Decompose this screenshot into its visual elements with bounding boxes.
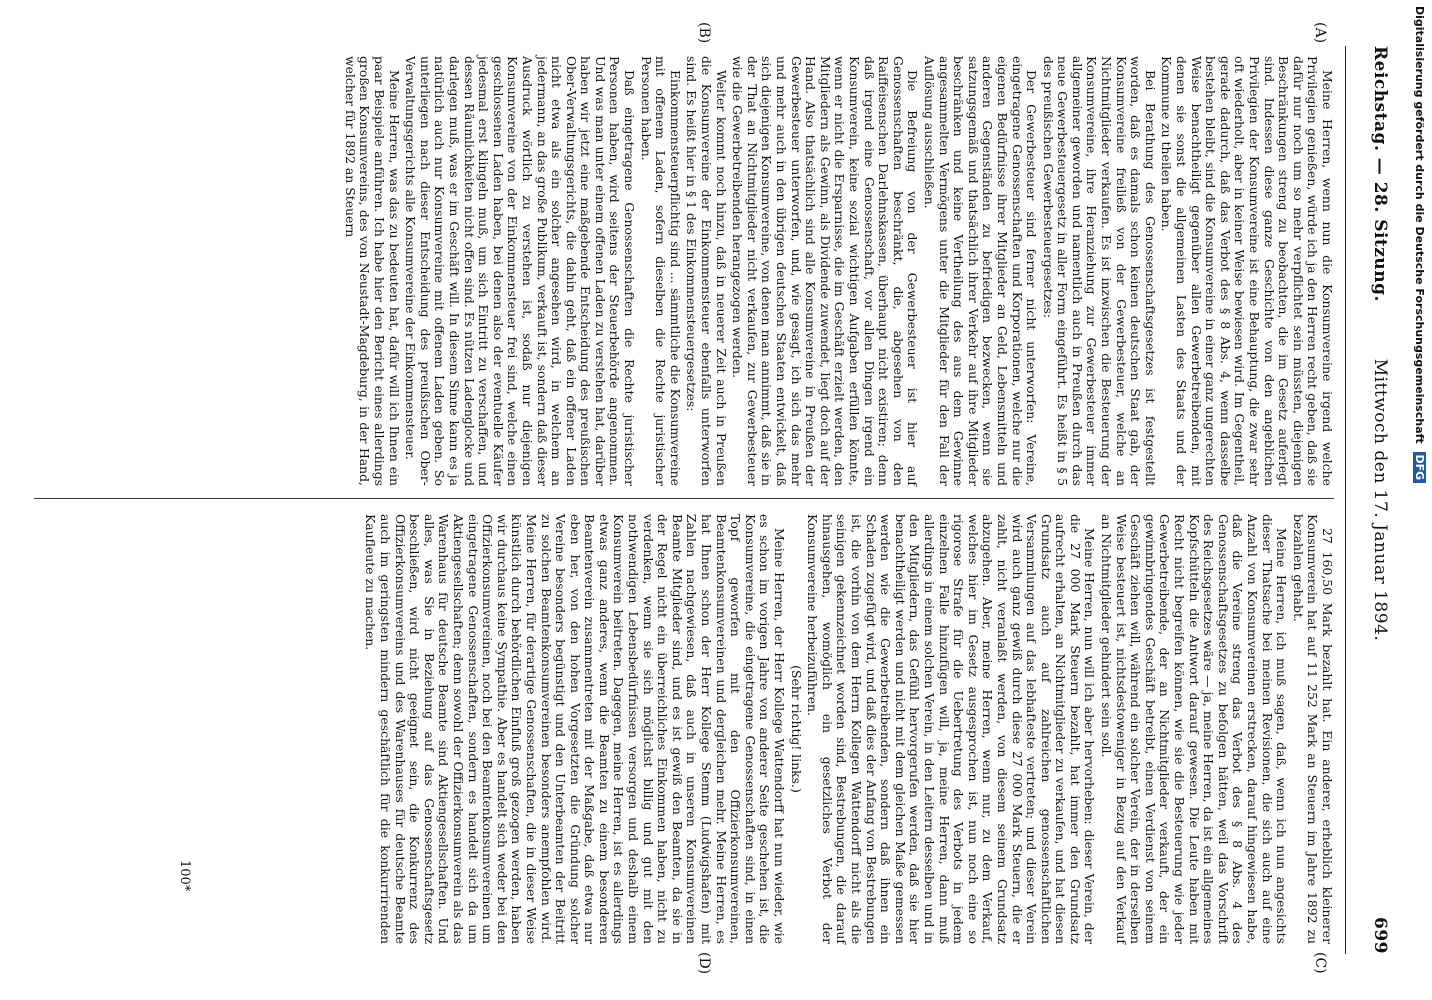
margin-mark-b: (B) xyxy=(696,22,712,44)
page-header xyxy=(1360,46,1394,954)
paragraph: 27 160,50 Mark bezahlt hat. Ein anderer, erheblich kleinerer Konsumverein hat auf 11 252 Mark an Steuern im Jahre 1892 zu bezahlen gehabt. xyxy=(1290,514,1335,944)
dfg-credit xyxy=(1408,6,1426,986)
page-number: 699 xyxy=(1370,917,1390,954)
left-column xyxy=(340,56,1334,486)
paragraph: Meine Herren, nun will ich aber hervorheben: dieser Verein, der die 27 000 Mark Steuern bezahlt, hat immer den Grundsatz aufrecht erhalten, an Nichtmitglieder zu verkaufen, und hat diesen Grundsatz auch auf zahlreichen genossenschaftlichen Versammlungen auf das lebhafteste vertreten; und dieser Verein wird auch ganz gewiß durch diese 27 000 Mark Steuern, die er zahlt, nicht veranlaßt werden, von diesem seinem Grundsatz abzugehen. Aber, meine Herren, wenn nur, zu dem Verkauf, welches hier im Gesetz ausgesprochen ist, nun noch eine so rigorose Strafe für die Uebertretung des Verbots in jedem einzelnen Falle hinzufügen will, ja, meine Herren, dann muß allerdings in einem solchen Verein, in den Leitern desselben und in den Mitgliedern, das Gefühl hervorgerufen werden, daß sie hier benachtheiligt werden und nicht mit dem gleichen Maße gemessen werden wie die Gewerbetreibenden, sondern daß ihnen ein Schaden zugefügt wird, und daß dies der Anfang von Bestrebungen ist, die vorhin von dem Herrn Kollegen Wattendorff nicht als die seinigen gekennzeichnet worden sind, Bestrebungen, die darauf hinausgehen, womöglich ein gesetzliches Verbot der Konsumvereine herbeizuführen. xyxy=(805,514,1098,944)
paragraph: Die Befreiung von der Gewerbesteuer ist hier auf Genossenschaften beschränkt, die, abgesehen von den Raiffeisenschen Darlehnskassen, überhaupt nicht existiren; denn daß irgend eine Genossenschaft, vor allen Dingen irgend ein Konsumverein, keine sozial wichtigen Aufgaben erfüllen könnte, wenn er nicht die Ersparnisse, die im Geschäft erzielt werden, den Mitgliedern als Gewinn, als Dividende zuwendet, liegt doch auf der Hand. Also thatsächlich sind alle Konsumvereine in Preußen der Gewerbesteuer unterworfen, und, wie gesagt, ich sich das mehr und mehr auch in den übrigen deutschen Staaten entwickelt, daß sich diejenigen Konsumvereine, von denen man annimmt, daß sie in der That an Nichtmitglieder nicht verkaufen, zur Gewerbesteuer wie die Gewerbetreibenden herangezogen werden. xyxy=(730,56,921,486)
paragraph: Meine Herren, ich muß sagen, daß, wenn ich nun angesichts dieser Thatsache bei meinen Revisionen, die sich auch auf eine Anzahl von Konsumvereinen erstrecken, darauf hingewiesen habe, daß die Vereine streng das Verbot des § 8 Abs. 4 des Genossenschaftsgesetzes zu befolgen hätten, weil das Vorschrift des Reichsgesetzes wäre — ja, meine Herren, da ist ein allgemeines Kopfschütteln die Antwort darauf gewesen. Die Leute haben mit Recht nicht begreifen können, wie sie die Besteuerung wie jeder Gewerbetreibende, der an Nichtmitglieder verkauft, der ein gewinnbringendes Geschäft betreibt, einen Verdienst von seinem Geschäft ziehen will, während ein solcher Verein, der in derselben Weise besteuert ist, nichtsdestoweniger in Bezug auf den Verkauf an Nichtmitglieder gehindert sein soll. xyxy=(1099,514,1290,944)
header-date: Mittwoch den 17. Januar 1894. xyxy=(1370,358,1390,642)
signature-mark: 100* xyxy=(177,860,192,892)
paragraph: Weiter kommt noch hinzu, daß in neuerer Zeit auch in Preußen die Konsumvereine der Einkommensteuer ebenfalls unterworfen sind. Es heißt hier in § 1 des Einkommensteuergesetzes: xyxy=(684,56,729,486)
paragraph: Meine Herren, wenn nun die Konsumvereine irgend welche Privilegien genießen, würde ich ja den Herren recht geben, daß sie dafür nur noch um so mehr verpflichtet sein müssten, diejenigen Beschränkungen streng zu beobachten, die im Gesetz auferlegt sind. Indessen diese ganze Geschichte von den angeblichen Privilegien der Konsumvereine ist eine Behauptung, die zwar sehr oft wiederholt, aber in keiner Weise bewiesen wird. Im Gegentheil, gerade dadurch, daß das Verbot des § 8 Abs. 4, wenn dasselbe bestehen bleibt, sind die Konsumvereine in einer ganz ungerechten Weise benachtheiligt gegenüber allen Gewerbetreibenden, mit denen sie sonst die allgemeinen Lasten des Staats und der Kommune zu theilen haben. xyxy=(1159,56,1335,486)
paragraph: Einkommensteuerpflichtig sind ... sämmtliche die Konsumvereine mit offenem Laden, sofern dieselben die Rechte juristischer Personen haben. xyxy=(638,56,683,486)
paragraph: Meine Herren, der Herr Kollege Wattendorff hat nun wieder, wie es schon im vorigen Jahre von anderer Seite geschehen ist, die Konsumvereine, die eingetragene Genossenschaften sind, in einen Topf geworfen mit den Offizierkonsumvereinen, Beamtenkonsumvereinen und dergleichen mehr. Meine Herren, es hat Ihnen schon der Herr Kollege Stemm (Ludwigshafen) mit Zahlen nachgewiesen, daß auch in unseren Konsumvereinen Beamte Mitglieder sind, und es ist gewiß den Beamten, da sie in der Regel nicht ein überreichliches Einkommen haben, nicht zu verdenken, wenn sie sich möglichst billig und gut mit den nothwendigen Lebensbedürfnissen versorgen und deshalb einem Konsumverein beitreten. Dagegen, meine Herren, ist es allerdings etwas ganz anderes, wenn die Beamten zu einem besonderen Beamtenverein zusammentreten mit der Maßgabe, daß etwa nur eben her, von den hohen Vorgesetzten die Gründung solcher Vereine besonders begünstigt und den Unterbeamten der Beitritt zu solchen Beamtenkonsumvereinen besonders anempfohlen wird. Meine Herren, für derartige Genossenschaften, die in dieser Weise künstlich durch behördlichen Einfluß groß gezogen werden, haben wir durchaus keine Sympathie. Aber es handelt sich weder bei den Offizierkonsumvereinen, noch bei den Beamtenkonsumvereinen um eingetragene Genossenschaften, sondern es handelt sich da um Aktiengesellschaften; denn sowohl der Offizierkonsumverein als das Warenhaus für deutsche Beamte sind Aktiengesellschaften. Und alles, was Sie in Beziehung auf das Genossenschaftsgesetz beschließen, wird nicht geeignet sein, die Konkurrenz des Offizierkonsumvereins und des Warenhauses für deutsche Beamte auch im geringsten mindern geschäftlich für die konkurrirenden Kaufleute zu machen. xyxy=(363,514,788,944)
right-column xyxy=(361,514,1334,944)
margin-mark-d: (D) xyxy=(696,952,712,975)
margin-mark-c: (C) xyxy=(1312,952,1328,974)
paragraph: Meine Herren, was das zu bedeuten hat, dafür will ich Ihnen ein paar Beispiele anführen. Ich habe hier den Bericht eines allerdings großen Konsumvereins, des von Neustadt-Magdeburg, in der Hand, welcher für 1892 an Steuern xyxy=(342,56,402,486)
dfg-credit-text: Digitalisierung gefördert durch die Deutsche Forschungsgemeinschaft xyxy=(1413,6,1426,444)
margin-mark-a: (A) xyxy=(1312,22,1328,44)
column-divider xyxy=(34,498,1334,499)
interjection: (Sehr richtig! links.) xyxy=(788,665,804,793)
paragraph: Der Gewerbesteuer sind ferner nicht unterworfen: Vereine, eingetragene Genossenschaften und Korporationen, welche nur die eigenen Bedürfnisse ihrer Mitglieder an Geld, Lebensmitteln und anderen Gegenständen zu befriedigen bezwecken, wenn sie satzungsgemäß und thatsächlich ihrer Verkehr auf ihre Mitglieder beschränken und keine Vertheilung des aus dem Gewinne angesammelten Vermögens unter die Mitglieder für den Fall der Auflösung ausschließen. xyxy=(921,56,1040,486)
dfg-logo: DFG xyxy=(1413,452,1426,484)
header-left: Reichstag. — 28. Sitzung. xyxy=(1370,46,1390,302)
header-rule xyxy=(1345,46,1346,954)
paragraph: Bei Berathung des Genossenschaftsgesetzes ist festgestellt worden, daß es damals schon keinen deutschen Staat gab, der Konsumvereine freiließ von der Gewerbesteuer, welche an Nichtmitglieder verkaufen. Es ist inzwischen die Besteuerung der Konsumvereine, ihre Heranziehung zur Gewerbesteuer immer allgemeiner geworden und namentlich auch in Preußen durch das neue Gewerbesteuergesetz in aller Form eingeführt. Es heißt in § 5 des preußischen Gewerbesteuergesetzes: xyxy=(1040,56,1158,486)
paragraph: Daß eingetragene Genossenschaften die Rechte juristischer Personen haben, wird seitens der Steuerbehörde angenommen. Und was man unter einem offenen Laden zu verstehen hat, darüber haben wir jetzt eine maßgebende Entscheidung des preußischen Ober-Verwaltungsgerichts, die dahin geht, daß ein offener Laden nicht etwa als ein solcher angesehen wird, in welchem an jedermann, an das große Publikum, verkauft ist, sondern daß dieser Ausdruck wörtlich zu verstehen ist, sodaß nur diejenigen Konsumvereine von der Einkommensteuer frei sind, welche einen geschlossenen Laden haben, bei denen also der eventuelle Käufer jedesmal erst klingeln muß, um sich Eintritt zu verschaffen, und dessen Räumlichkeiten nicht offen sind. Es nützen Ladenglocke und darlegen muß, was er im Geschäft will. In diesem Sinne kann es ja natürlich auch nur Konsumvereine mit offenem Laden geben. So unterliegen nach dieser Entscheidung des preußischen Ober-Verwaltungsgerichts alle Konsumvereine der Einkommensteuer. xyxy=(403,56,638,486)
